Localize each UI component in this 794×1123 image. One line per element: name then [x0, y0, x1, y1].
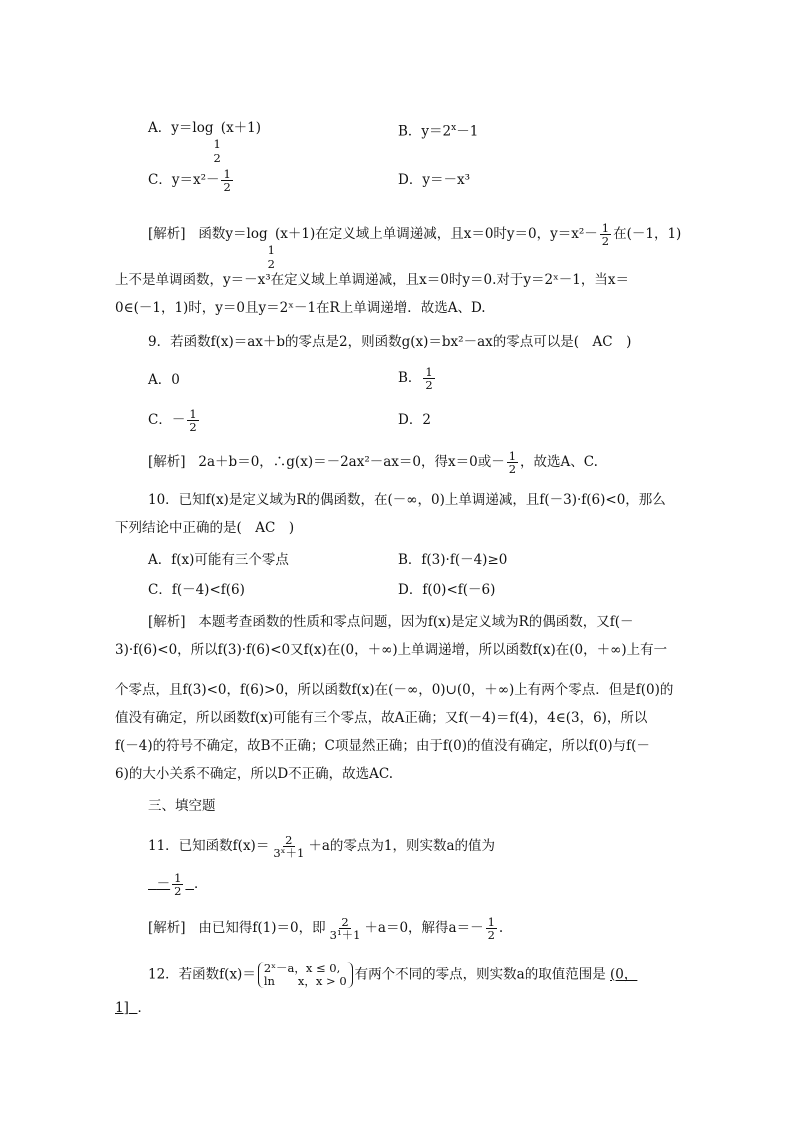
q8-option-b: B．$y=2^x-1$	[398, 123, 479, 140]
fraction: $\frac{1}{2}$	[223, 167, 231, 194]
q10-solution-line2: 3)·f(6)<0，所以f(3)·f(6)<0又f(x)在(0，＋∞)上单调递增，所以函数f(x)在(0，＋∞)上有一	[115, 642, 668, 658]
q9-option-a: A．0	[148, 372, 180, 388]
q8-solution-line1: [解析] 函数y＝log 1 2 (x＋1)在定义域上单调递减，且x＝0时y＝0，y＝x²－ $\frac{1}{2}$ 在(－1，1)	[148, 221, 682, 271]
section-heading: 三、填空题	[148, 798, 216, 814]
q9-option-c: C．－ $\frac{1}{2}$	[148, 407, 197, 434]
q8-option-c: C．y＝x²－ $\frac{1}{2}$	[148, 167, 231, 194]
analysis-tag: [解析]	[148, 226, 186, 242]
q10-solution-line5: f(－4)的符号不确定，故B不正确；C项显然正确；由于f(0)的值没有确定，所以f(0)与f(－	[115, 738, 650, 754]
q10-option-b: B．f(3)·f(－4)≥0	[398, 552, 508, 568]
q8-solution-line3: 0∈(－1，1)时，y＝0且y＝2ˣ－1在R上单调递增．故选A、D.	[115, 300, 486, 316]
q12-stem: 12．若函数f(x)＝ 2ˣ－a，x ≤ 0, ln x，x > 0 有两个不同的零点，则实数a的取值范围是 (0，	[148, 961, 638, 988]
q10-solution-line6: 6)的大小关系不确定，所以D不正确，故选AC.	[115, 766, 394, 782]
q10-option-c: C．f(－4)<f(6)	[148, 582, 245, 598]
q9-stem: 9．若函数f(x)＝ax＋b的零点是2，则函数g(x)＝bx²－ax的零点可以是( AC )	[148, 334, 632, 350]
q10-stem-line1: 10．已知f(x)是定义域为R的偶函数，在(－∞，0)上单调递减，且f(－3)·f(6)<0，那么	[148, 492, 666, 508]
q10-solution-line4: 值没有确定，所以函数f(x)可能有三个零点，故A正确；又f(－4)＝f(4)，4∈(3，6)，所以	[115, 710, 648, 726]
q9-solution: [解析] 2a＋b＝0，∴g(x)＝－2ax²－ax＝0，得x＝0或－ $\frac{1}{2}$ ，故选A、C.	[148, 449, 598, 476]
q11-solution: [解析] 由已知得f(1)＝0，即 $\frac{2}{\text{3¹＋1}}$ ＋a＝0，解得a＝－ $\frac{1}{2}$ .	[148, 915, 504, 942]
q8-solution-line2: 上不是单调函数，y＝－x³在定义域上单调递减，且x＝0时y＝0.对于y＝2ˣ－1，当x＝	[115, 272, 630, 288]
q11-stem: 11．已知函数f(x)＝ $\frac{2}{\text{3ˣ＋1}}$ ＋a的零点为1，则实数a的值为	[148, 833, 496, 860]
q10-option-a: A．f(x)可能有三个零点	[148, 552, 289, 568]
q12-answer-part1: (0，	[610, 966, 638, 983]
q10-option-d: D．f(0)<f(－6)	[398, 582, 496, 598]
q12-answer-line2: 1] ．	[115, 1000, 151, 1016]
piecewise-brace: 2ˣ－a，x ≤ 0, ln x，x > 0	[258, 962, 353, 988]
q8-option-d: D．y＝－x³	[398, 172, 470, 188]
q10-solution-line1: [解析] 本题考查函数的性质和零点问题，因为f(x)是定义域为R的偶函数，又f(－	[148, 614, 634, 630]
analysis-tag: [解析]	[148, 920, 186, 936]
q10-solution-line3: 个零点，且f(3)<0，f(6)>0，所以函数f(x)在(－∞，0)∪(0，＋∞)上有两个零点．但是f(0)的	[115, 682, 674, 698]
q8-option-a: A．y＝log 1 2 (x＋1)	[148, 120, 262, 165]
analysis-tag: [解析]	[148, 454, 186, 470]
q10-stem-line2: 下列结论中正确的是( AC )	[115, 520, 295, 536]
q9-option-b: B． $\frac{1}{2}$	[398, 365, 433, 392]
q11-answer: － $\frac{1}{2}$ ．	[156, 871, 208, 898]
q9-option-d: D．2	[398, 412, 431, 428]
analysis-tag: [解析]	[148, 614, 186, 630]
